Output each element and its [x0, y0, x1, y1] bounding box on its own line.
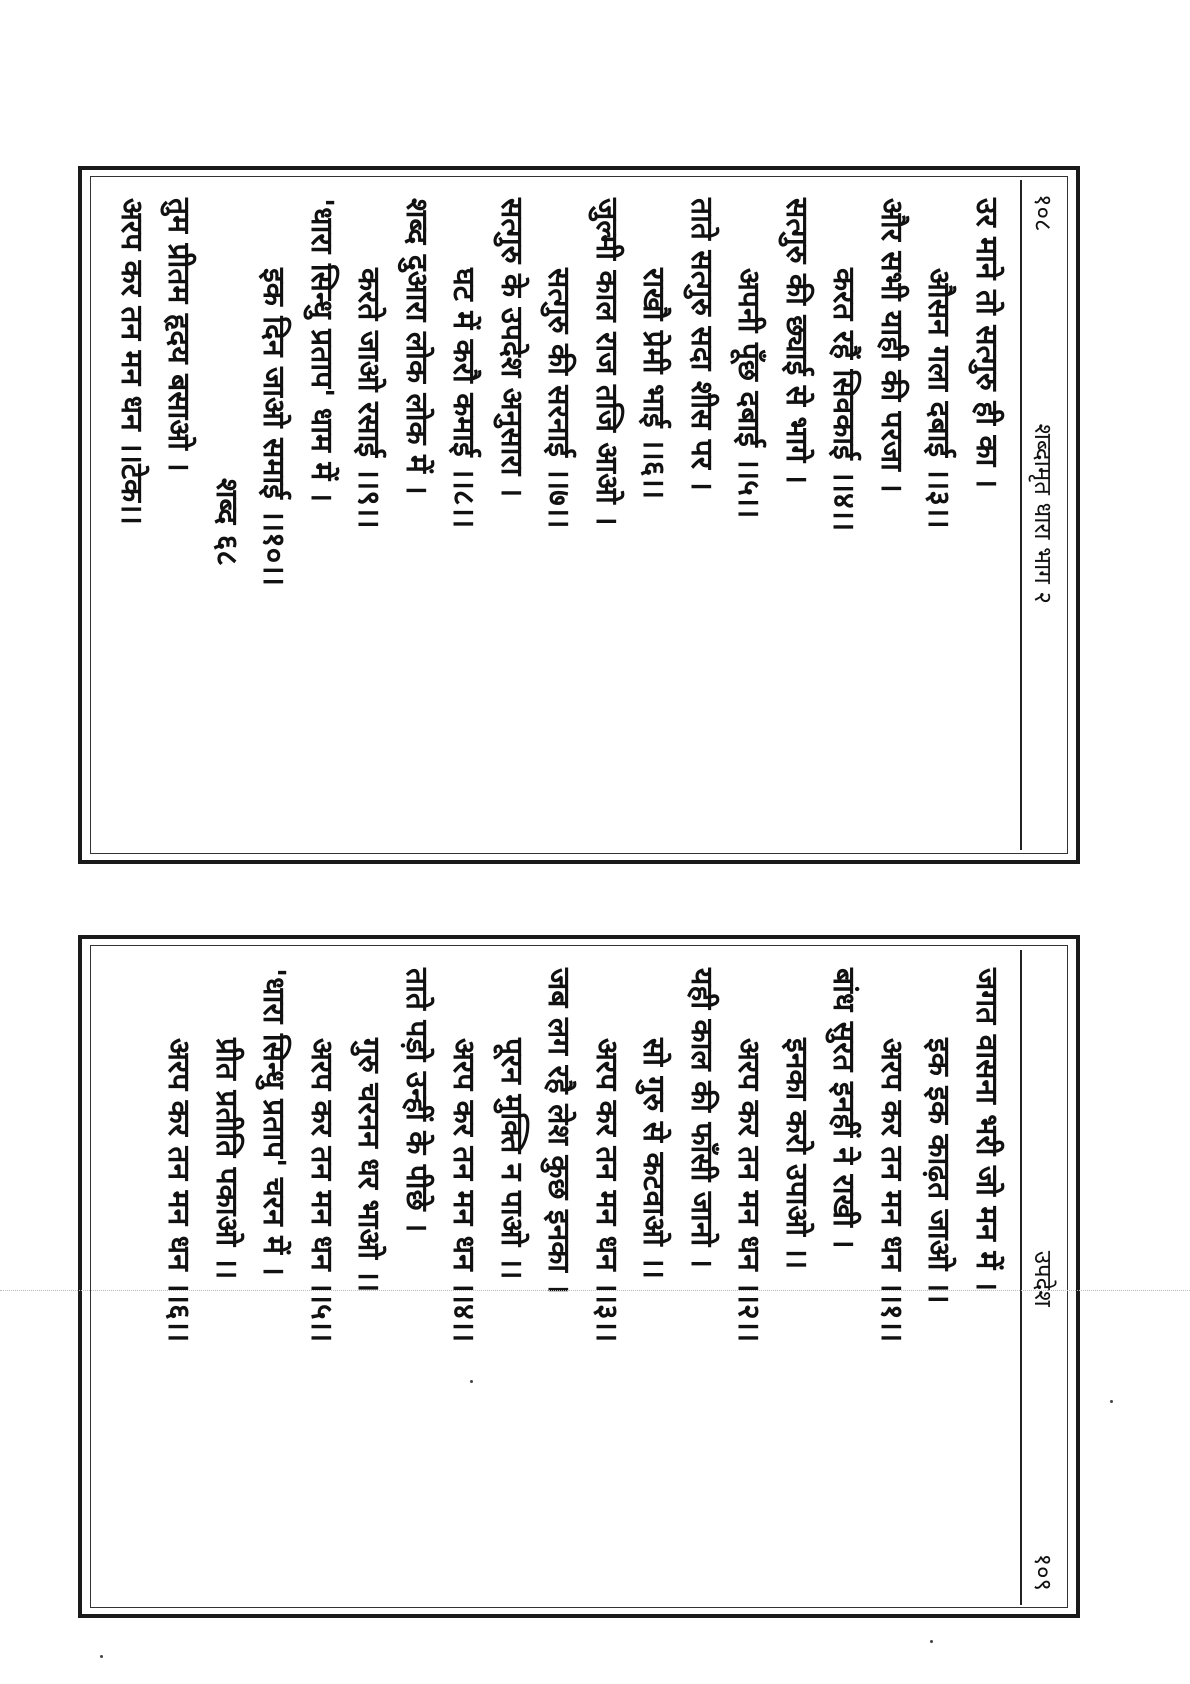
verse-line: ताते पड़ो उन्हीं के पीछे । [399, 968, 434, 1233]
scan-speck [100, 1655, 103, 1658]
verse-line: ताते सत्गुरु सदा शीस पर । [684, 198, 719, 491]
verse-line: सत्गुरु की सरनाई ।।७।। [541, 268, 577, 529]
verse-line: अरप कर तन मन धन ।।३।। [589, 1038, 624, 1343]
verse-line: पूरन मुक्ति न पाओ ।। [494, 1038, 529, 1280]
verse-line: राखौ प्रेमी भाई ।।६।। [636, 268, 672, 500]
verse-line: घट में करौ कमाई ।।८।। [446, 268, 482, 529]
page-header [1020, 950, 1066, 1605]
verse-line: करत रहैं सिवकाई ।।४।। [826, 268, 862, 532]
page-109 [86, 950, 1066, 1605]
scan-fold-line [0, 1290, 1190, 1291]
verse-line: इनका करो उपाओ ।। [779, 1038, 814, 1270]
verse-block [108, 180, 1021, 850]
verse-line: इक दिन जाओ समाई ।।१०।। [256, 268, 292, 587]
verse-line: 'धारा सिन्धु प्रताप' चरन में । [256, 968, 292, 1276]
shabd-heading: शब्द ६८ [209, 478, 244, 566]
verse-line: अरप कर तन मन धन ।।६।। [161, 1038, 197, 1343]
page-number: १०९ [1029, 1553, 1058, 1591]
verse-line: और सभी याही की परजा । [874, 198, 909, 493]
page-number: १०८ [1029, 194, 1058, 232]
verse-line: अरप कर तन मन धन ।।४।। [446, 1038, 482, 1343]
running-title: शब्दामृत धारा भाग २ [1029, 423, 1058, 604]
verse-line: अपनी पूँछ दबाई ।।५।। [731, 268, 767, 519]
verse-line: उर माने तो सत्गुरु ही का । [969, 198, 1004, 489]
scan-speck [470, 1380, 473, 1383]
verse-line: सत्गुरु के उपदेश अनुसारा । [494, 198, 529, 498]
verse-line: प्रीत प्रतीति पकाओ ।। [209, 1038, 244, 1280]
verse-block [155, 950, 1020, 1605]
scan-speck [930, 1640, 933, 1643]
verse-line: अरप कर तन मन धन ।।१।। [874, 1038, 909, 1343]
verse-line: अरप कर तन मन धन ।।५।। [304, 1038, 339, 1343]
page-header [1020, 180, 1066, 850]
verse-line: अरप कर तन मन धन ।।२।। [731, 1038, 767, 1343]
verse-line: सत्गुरु की छ्याई से भागे । [779, 198, 814, 485]
verse-line: 'धारा सिन्धु प्रताप' धाम में । [304, 198, 339, 503]
verse-line: अरप कर तन मन धन ।।टेक।। [114, 198, 149, 525]
verse-line: जगत वासना भरी जो मन में । [969, 968, 1004, 1292]
scan-speck [1110, 1400, 1113, 1403]
verse-line: औसन गला दबाई ।।३।। [921, 268, 957, 529]
verse-line: इक इक काढ़त जाओ ।। [921, 1038, 957, 1304]
page-108 [86, 180, 1066, 850]
verse-line: शब्द दुआरा लोक लोक में । [399, 198, 434, 495]
verse-line: जुल्मी काल राज तजि आओ । [589, 198, 624, 526]
running-title: उपदेश [1029, 1250, 1058, 1307]
verse-line: गुरु चरनन धर भाओ ।। [351, 1038, 387, 1293]
verse-line: बांध सुरत इनहीं ने राखी । [826, 968, 862, 1249]
verse-line: तुम प्रीतम हृदय बसाओ । [161, 198, 197, 472]
verse-line: सो गुरु से कटवाओ ।। [636, 1038, 672, 1279]
verse-line: करते जाओ रसाई ।।९।। [351, 268, 387, 529]
verse-line: यही काल की फाँसी जानो । [684, 968, 719, 1269]
verse-line: जब लग रहै लेश कुछ इनका । [541, 968, 577, 1294]
